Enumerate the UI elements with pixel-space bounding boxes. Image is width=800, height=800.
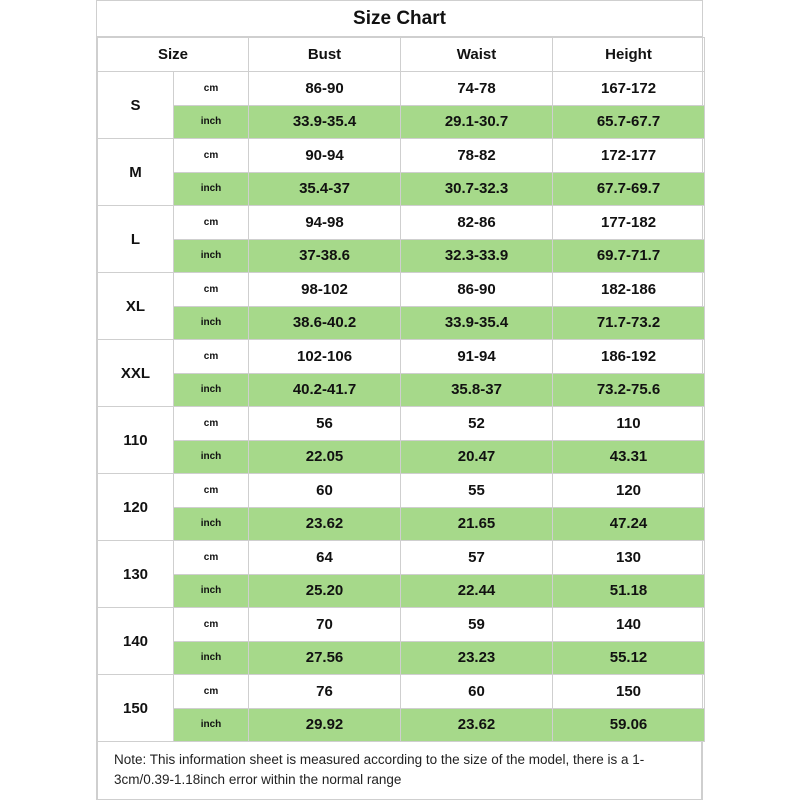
size-label: 120	[98, 474, 174, 541]
height-inch-value: 47.24	[553, 507, 705, 541]
height-cm-value: 167-172	[553, 72, 705, 106]
waist-cm-value: 86-90	[401, 273, 553, 307]
size-table	[97, 37, 705, 742]
bust-cm-value: 64	[249, 541, 401, 575]
table-row-inch	[98, 239, 705, 273]
table-row-inch	[98, 373, 705, 407]
waist-inch-value: 33.9-35.4	[401, 306, 553, 340]
table-row-cm	[98, 407, 705, 441]
waist-inch-value: 20.47	[401, 440, 553, 474]
table-row-inch	[98, 507, 705, 541]
table-row-inch	[98, 440, 705, 474]
header-height: Height	[553, 38, 705, 72]
size-label: S	[98, 72, 174, 139]
height-inch-value: 69.7-71.7	[553, 239, 705, 273]
waist-cm-value: 59	[401, 608, 553, 642]
bust-inch-value: 25.20	[249, 574, 401, 608]
height-cm-value: 150	[553, 675, 705, 709]
waist-inch-value: 30.7-32.3	[401, 172, 553, 206]
table-row-inch	[98, 306, 705, 340]
height-inch-value: 71.7-73.2	[553, 306, 705, 340]
height-cm-value: 186-192	[553, 340, 705, 374]
bust-inch-value: 35.4-37	[249, 172, 401, 206]
waist-cm-value: 52	[401, 407, 553, 441]
bust-cm-value: 56	[249, 407, 401, 441]
bust-inch-value: 38.6-40.2	[249, 306, 401, 340]
unit-inch-label: inch	[174, 708, 249, 742]
bust-inch-value: 33.9-35.4	[249, 105, 401, 139]
height-cm-value: 182-186	[553, 273, 705, 307]
header-bust: Bust	[249, 38, 401, 72]
unit-cm-label: cm	[174, 72, 249, 106]
height-inch-value: 55.12	[553, 641, 705, 675]
size-label: 150	[98, 675, 174, 742]
table-body	[98, 72, 705, 742]
size-label: XXL	[98, 340, 174, 407]
table-row-inch	[98, 641, 705, 675]
height-cm-value: 177-182	[553, 206, 705, 240]
size-label: 130	[98, 541, 174, 608]
bust-cm-value: 102-106	[249, 340, 401, 374]
unit-cm-label: cm	[174, 206, 249, 240]
table-row-cm	[98, 273, 705, 307]
table-row-cm	[98, 139, 705, 173]
size-label: L	[98, 206, 174, 273]
unit-inch-label: inch	[174, 440, 249, 474]
bust-cm-value: 76	[249, 675, 401, 709]
header-row	[98, 38, 705, 72]
table-row-cm	[98, 340, 705, 374]
size-label: M	[98, 139, 174, 206]
waist-inch-value: 35.8-37	[401, 373, 553, 407]
table-row-cm	[98, 675, 705, 709]
bust-cm-value: 90-94	[249, 139, 401, 173]
table-row-inch	[98, 172, 705, 206]
waist-cm-value: 91-94	[401, 340, 553, 374]
waist-inch-value: 23.23	[401, 641, 553, 675]
size-label: 140	[98, 608, 174, 675]
note-text: Note: This information sheet is measured according to the size of the model, there is a 1-3cm/0.39-1.18inch error within the normal range	[97, 742, 702, 800]
waist-inch-value: 32.3-33.9	[401, 239, 553, 273]
bust-cm-value: 60	[249, 474, 401, 508]
height-cm-value: 130	[553, 541, 705, 575]
bust-cm-value: 94-98	[249, 206, 401, 240]
bust-inch-value: 29.92	[249, 708, 401, 742]
height-inch-value: 65.7-67.7	[553, 105, 705, 139]
unit-cm-label: cm	[174, 675, 249, 709]
height-inch-value: 59.06	[553, 708, 705, 742]
unit-cm-label: cm	[174, 139, 249, 173]
height-inch-value: 51.18	[553, 574, 705, 608]
height-inch-value: 67.7-69.7	[553, 172, 705, 206]
unit-cm-label: cm	[174, 541, 249, 575]
waist-cm-value: 74-78	[401, 72, 553, 106]
unit-inch-label: inch	[174, 574, 249, 608]
table-row-inch	[98, 708, 705, 742]
waist-cm-value: 57	[401, 541, 553, 575]
table-row-cm	[98, 72, 705, 106]
unit-cm-label: cm	[174, 273, 249, 307]
waist-inch-value: 21.65	[401, 507, 553, 541]
unit-inch-label: inch	[174, 172, 249, 206]
unit-inch-label: inch	[174, 507, 249, 541]
bust-inch-value: 22.05	[249, 440, 401, 474]
waist-inch-value: 29.1-30.7	[401, 105, 553, 139]
unit-inch-label: inch	[174, 239, 249, 273]
height-inch-value: 43.31	[553, 440, 705, 474]
waist-cm-value: 55	[401, 474, 553, 508]
height-cm-value: 120	[553, 474, 705, 508]
size-label: XL	[98, 273, 174, 340]
size-label: 110	[98, 407, 174, 474]
table-row-cm	[98, 541, 705, 575]
waist-inch-value: 23.62	[401, 708, 553, 742]
unit-cm-label: cm	[174, 474, 249, 508]
unit-cm-label: cm	[174, 407, 249, 441]
height-cm-value: 140	[553, 608, 705, 642]
table-row-cm	[98, 474, 705, 508]
unit-inch-label: inch	[174, 306, 249, 340]
chart-title: Size Chart	[97, 1, 702, 37]
bust-cm-value: 86-90	[249, 72, 401, 106]
unit-cm-label: cm	[174, 608, 249, 642]
table-row-cm	[98, 608, 705, 642]
bust-inch-value: 23.62	[249, 507, 401, 541]
height-cm-value: 172-177	[553, 139, 705, 173]
table-row-cm	[98, 206, 705, 240]
waist-cm-value: 60	[401, 675, 553, 709]
height-inch-value: 73.2-75.6	[553, 373, 705, 407]
unit-inch-label: inch	[174, 641, 249, 675]
unit-inch-label: inch	[174, 373, 249, 407]
bust-inch-value: 40.2-41.7	[249, 373, 401, 407]
waist-inch-value: 22.44	[401, 574, 553, 608]
table-row-inch	[98, 105, 705, 139]
header-waist: Waist	[401, 38, 553, 72]
bust-cm-value: 98-102	[249, 273, 401, 307]
size-chart-sheet	[96, 0, 703, 800]
height-cm-value: 110	[553, 407, 705, 441]
waist-cm-value: 82-86	[401, 206, 553, 240]
table-row-inch	[98, 574, 705, 608]
bust-inch-value: 27.56	[249, 641, 401, 675]
unit-cm-label: cm	[174, 340, 249, 374]
header-size: Size	[98, 38, 249, 72]
waist-cm-value: 78-82	[401, 139, 553, 173]
bust-cm-value: 70	[249, 608, 401, 642]
unit-inch-label: inch	[174, 105, 249, 139]
bust-inch-value: 37-38.6	[249, 239, 401, 273]
